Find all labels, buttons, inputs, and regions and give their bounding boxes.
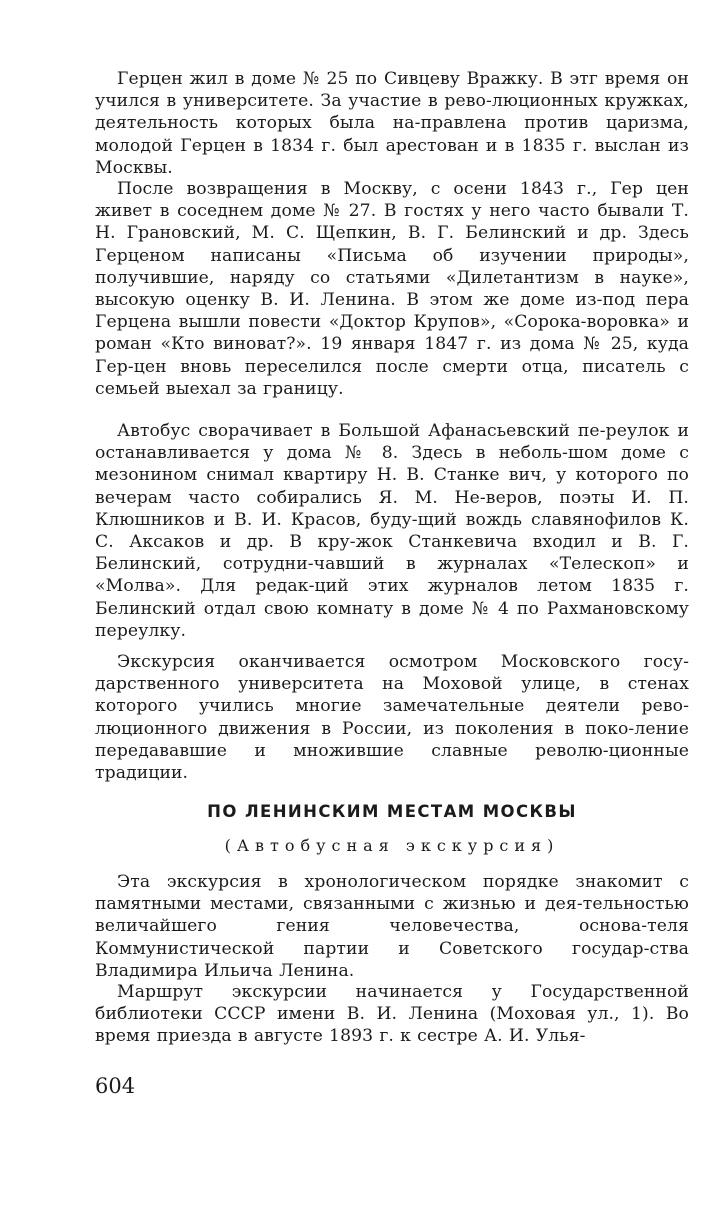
paragraph-route-start: Маршрут экскурсии начинается у Государственной библиотеки СССР имени В. И. Ленина (Моховая ул., 1). Во время приезда в августе 1893 г. к сестре А. И. Улья- — [95, 982, 689, 1047]
paragraph-lenin-excursion-intro: Эта экскурсия в хронологическом порядке знакомит с памятными местами, связанными с жизнью и дея-тельностью величайшего гения человечества, основа-теля Коммунистической партии и Советского государ-ства Владимира Ильича Ленина. — [95, 872, 689, 981]
paragraph-afanasyevsky-lane: Автобус сворачивает в Большой Афанасьевский пе-реулок и останавливается у дома № 8. Здесь в неболь-шом доме с мезонином снимал квартиру Н. В. Станке вич, у которого по вечерам часто собирались Я. М. Не-веров, поэты И. П. Клюшников и В. И. Красов, буду-щий вождь славянофилов К. С. Аксаков и др. В кру-жок Станкевича входил и В. Г. Белинский, сотрудни-чавший в журналах «Телескоп» и «Молва». Для редак-ций этих журналов летом 1835 г. Белинский отдал свою комнату в доме № 4 по Рахмановскому переулку. — [95, 421, 689, 641]
paragraph-excursion-end: Экскурсия оканчивается осмотром Московского госу-дарственного университета на Моховой улице, в стенах которого учились многие замечательные деятели рево-люционного движения в России, из поколения в поко-ление передававшие и множившие славные револю-ционные традиции. — [95, 652, 689, 784]
paragraph-herzen-house-25: Герцен жил в доме № 25 по Сивцеву Вражку. В этг время он учился в университете. За участие в рево-люционных кружках, деятельность которых была на-правлена против царизма, молодой Герцен в 1834 г. был арестован и в 1835 г. выслан из Москвы. — [95, 69, 689, 178]
paragraph-herzen-house-27: После возвращения в Москву, с осени 1843 г., Гер цен живет в соседнем доме № 27. В гостях у него часто бывали Т. Н. Грановский, М. С. Щепкин, В. Г. Белинский и др. Здесь Герценом написаны «Письма об изучении природы», получившие, наряду со статьями «Дилетантизм в науке», высокую оценку В. И. Ленина. В этом же доме из-под пера Герцена вышли повести «Доктор Крупов», «Сорока-воровка» и роман «Кто виноват?». 19 января 1847 г. из дома № 25, куда Гер-цен вновь переселился после смерти отца, писатель с семьей выехал за границу. — [95, 179, 689, 399]
section-title: ПО ЛЕНИНСКИМ МЕСТАМ МОСКВЫ — [207, 802, 577, 821]
section-subtitle: (Автобусная экскурсия) — [224, 836, 560, 855]
page-number: 604 — [95, 1074, 136, 1098]
